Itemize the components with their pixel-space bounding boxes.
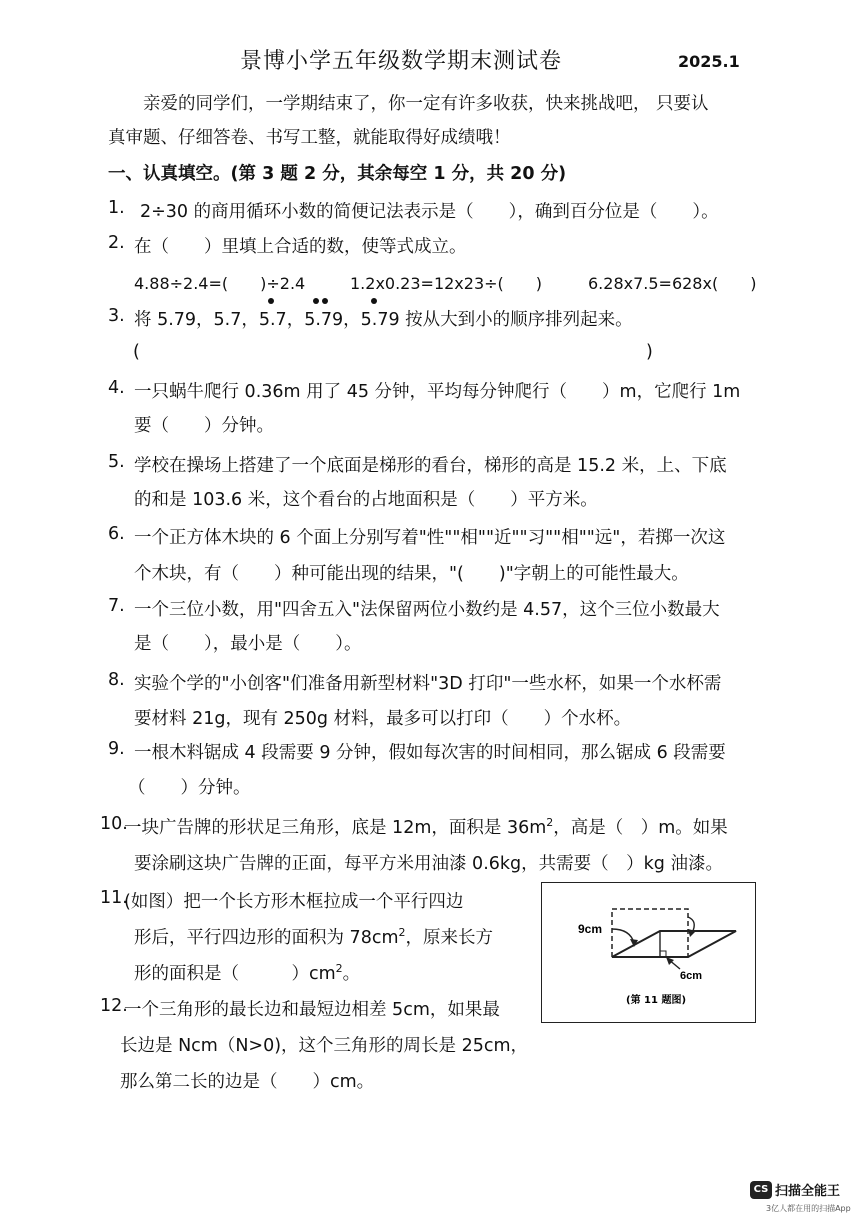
q11-line-2-part-a: 形后，平行四边形的面积为 78cm xyxy=(134,928,399,948)
q5-number: 5. xyxy=(108,452,125,472)
q3-text: 将 5.79，5.7，5.7，5.79，5.79 按从大到小的顺序排列起来。 xyxy=(134,310,633,330)
q12-line-2: 长边是 Ncm（N>0)，这个三角形的周长是 25cm， xyxy=(120,1036,529,1056)
q11-line-2 xyxy=(134,924,493,949)
exam-date: 2025.1 xyxy=(678,52,740,71)
scanner-watermark xyxy=(750,1180,840,1199)
q2-number: 2. xyxy=(108,233,125,253)
q3-answer-open: ( xyxy=(133,342,140,362)
figure-caption: (第 11 题图) xyxy=(626,995,687,1006)
intro-line-1: 亲爱的同学们，一学期结束了，你一定有许多收获，快来挑战吧， 只要认 xyxy=(143,94,709,114)
q11-figure xyxy=(541,882,756,1023)
scanner-tagline: 3亿人都在用的扫描App xyxy=(766,1204,851,1213)
repeat-dot xyxy=(371,298,377,304)
q6-line-1: 一个正方体木块的 6 个面上分别写着"性""相""近""习""相""远"，若掷一次这 xyxy=(134,528,726,548)
scanner-name: 扫描全能王 xyxy=(775,1184,841,1199)
q9-number: 9. xyxy=(108,739,125,759)
q10-line-1-part-b: ，高是（ ）m。如果 xyxy=(553,818,728,838)
superscript-2: 2 xyxy=(546,816,554,830)
page-title: 景博小学五年级数学期末测试卷 xyxy=(240,49,563,74)
superscript-2: 2 xyxy=(398,926,406,940)
section-heading: 一、认真填空。(第 3 题 2 分，其余每空 1 分，共 20 分) xyxy=(108,164,567,184)
q12-line-1: 一个三角形的最长边和最短边相差 5cm，如果最 xyxy=(124,1000,500,1020)
q2-equation-c: 6.28x7.5=628x( ) xyxy=(588,274,757,293)
q5-line-2: 的和是 103.6 米，这个看台的占地面积是（ ）平方米。 xyxy=(134,490,598,510)
q7-line-2: 是（ ），最小是（ ）。 xyxy=(134,634,362,654)
q7-line-1: 一个三位小数，用"四舍五入"法保留两位小数约是 4.57，这个三位小数最大 xyxy=(134,600,720,620)
q10-line-2: 要涂刷这块广告牌的正面，每平方米用油漆 0.6kg，共需要（ ）kg 油漆。 xyxy=(134,854,723,874)
intro-line-2: 真审题、仔细答卷、书写工整，就能取得好成绩哦！ xyxy=(108,128,511,148)
q11-line-3 xyxy=(134,960,360,985)
scanner-logo-icon: CS xyxy=(750,1181,772,1199)
q5-line-1: 学校在操场上搭建了一个底面是梯形的看台，梯形的高是 15.2 米，上、下底 xyxy=(134,456,727,476)
rotation-arrow xyxy=(612,929,634,943)
q8-line-1: 实验个学的"小创客"们准备用新型材料"3D 打印"一些水杯，如果一个水杯需 xyxy=(134,674,722,694)
q2-text: 在（ ）里填上合适的数，使等式成立。 xyxy=(134,237,467,257)
q11-line-3-part-b: 。 xyxy=(342,964,361,984)
q9-line-1: 一根木料锯成 4 段需要 9 分钟，假如每次害的时间相同，那么锯成 6 段需要 xyxy=(134,743,726,763)
q8-line-2: 要材料 21g，现有 250g 材料，最多可以打印（ ）个水杯。 xyxy=(134,709,632,729)
q2-equation-b: 1.2x0.23=12x23÷( ) xyxy=(350,274,543,293)
q10-number: 10. xyxy=(100,814,128,834)
q3-number: 3. xyxy=(108,306,125,326)
label-9cm: 9cm xyxy=(578,922,603,936)
rectangle-to-parallelogram-diagram xyxy=(542,883,754,1021)
q12-line-3: 那么第二长的边是（ ）cm。 xyxy=(120,1072,375,1092)
q12-number: 12. xyxy=(100,996,128,1016)
q9-line-2: （ ）分钟。 xyxy=(128,778,251,798)
q11-line-2-part-b: ，原来长方 xyxy=(405,928,493,948)
q6-number: 6. xyxy=(108,524,125,544)
q11-line-3-part-a: 形的面积是（ ）cm xyxy=(134,964,336,984)
q11-number: 11. xyxy=(100,888,128,908)
q3-answer-close: ) xyxy=(646,342,653,362)
q10-line-1-part-a: 一块广告牌的形状足三角形，底是 12m，面积是 36m xyxy=(124,818,547,838)
q2-equation-a: 4.88÷2.4=( )÷2.4 xyxy=(134,274,306,293)
repeat-dot xyxy=(322,298,328,304)
q10-line-1 xyxy=(124,814,728,839)
q1-number: 1. xyxy=(108,198,125,218)
repeat-dot xyxy=(313,298,319,304)
repeat-dot xyxy=(268,298,274,304)
q4-number: 4. xyxy=(108,378,125,398)
q6-line-2: 个木块，有（ ）种可能出现的结果，"( )"字朝上的可能性最大。 xyxy=(134,564,689,584)
q4-line-1: 一只蜗牛爬行 0.36m 用了 45 分钟，平均每分钟爬行（ ）m，它爬行 1m xyxy=(134,382,741,402)
q4-line-2: 要（ ）分钟。 xyxy=(134,416,274,436)
q1-text: 2÷30 的商用循环小数的简便记法表示是（ ），确到百分位是（ ）。 xyxy=(140,202,719,222)
superscript-2: 2 xyxy=(335,962,343,976)
q8-number: 8. xyxy=(108,670,125,690)
parallelogram xyxy=(612,931,736,957)
q11-line-1: (如图）把一个长方形木框拉成一个平行四边 xyxy=(124,892,464,912)
label-6cm: 6cm xyxy=(680,970,703,982)
q7-number: 7. xyxy=(108,596,125,616)
